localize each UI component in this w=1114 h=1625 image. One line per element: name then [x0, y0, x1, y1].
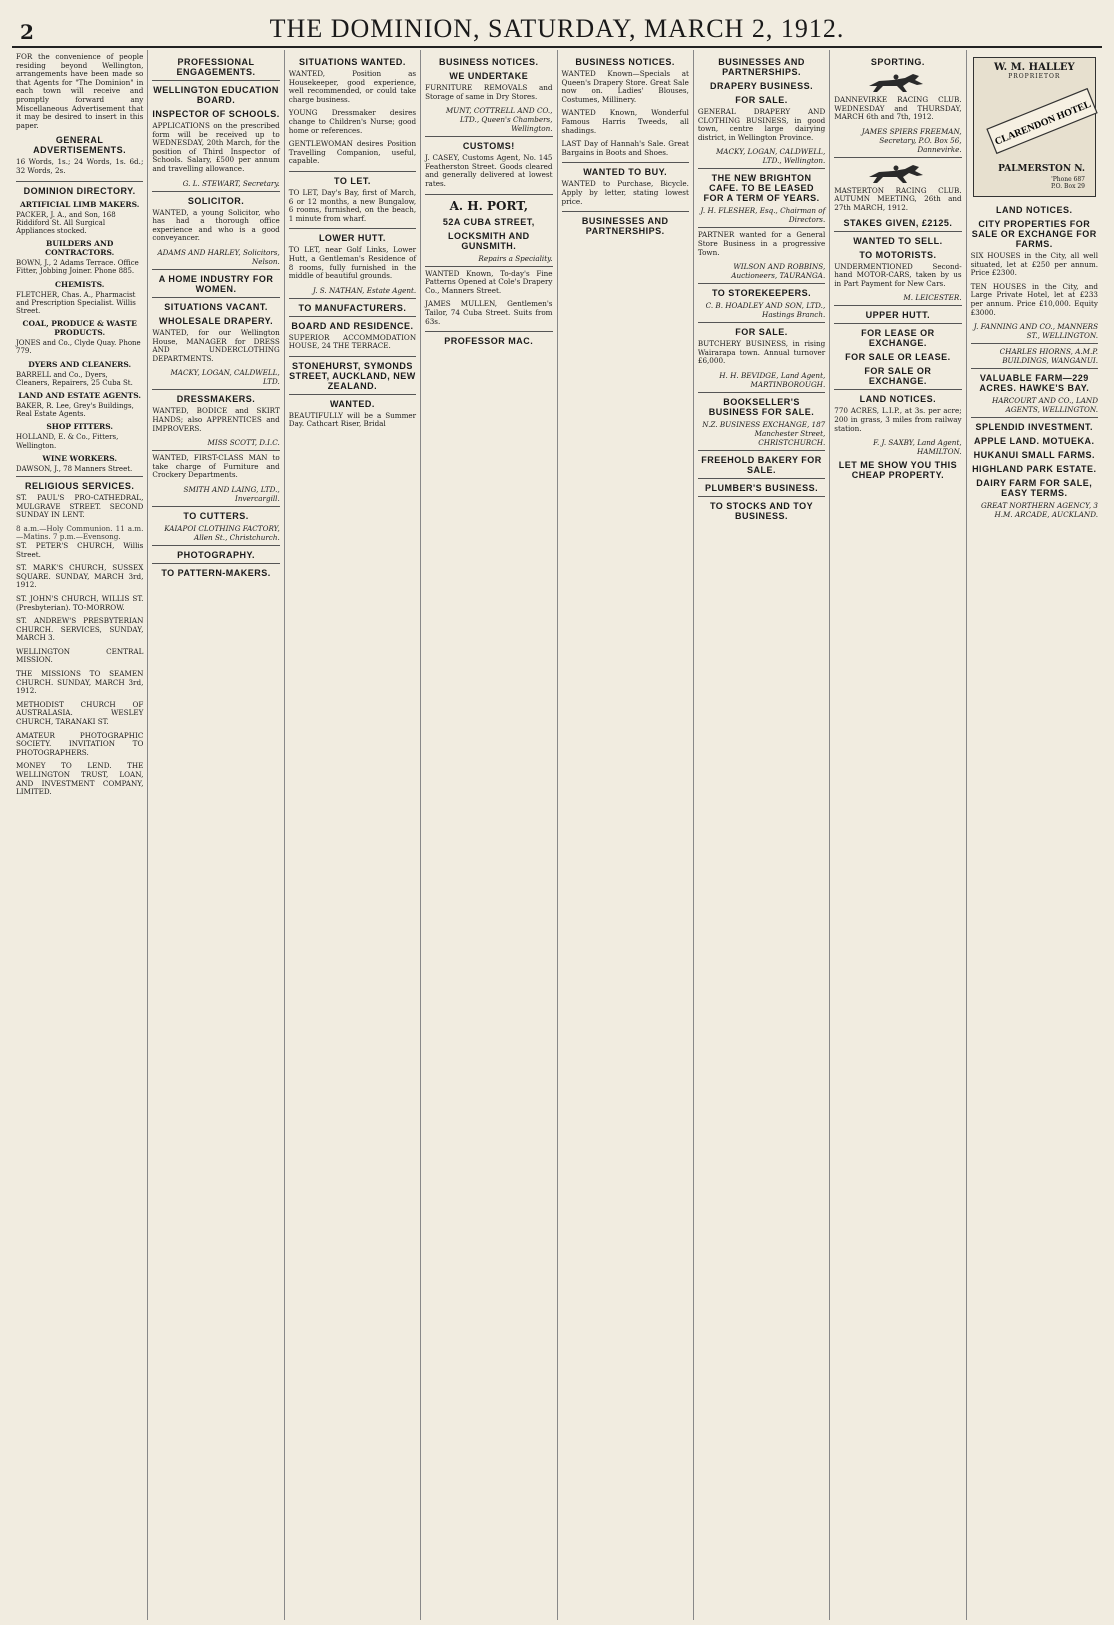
section-heading: BUSINESSES AND PARTNERSHIPS. — [718, 57, 805, 77]
section-heading: BUSINESS NOTICES. — [575, 57, 675, 67]
ad-heading: SOLICITOR. — [187, 195, 245, 206]
directory-category: CHEMISTS. — [55, 279, 105, 289]
ad-text: WANTED Known—Specials at Queen's Drapery Store. Great Sale now on. Ladies' Blouses, Costumes, Millinery. — [561, 69, 689, 104]
racehorse-icon — [863, 161, 933, 185]
ad-signature: HARCOURT AND CO., LAND AGENTS, WELLINGTON. — [991, 396, 1098, 415]
ad-signature: GREAT NORTHERN AGENCY, 3 H.M. ARCADE, AUCKLAND. — [981, 501, 1098, 520]
church-notice: ST. PETER'S CHURCH, Willis Street. — [16, 540, 144, 559]
directory-category: BUILDERS AND CONTRACTORS. — [45, 239, 115, 258]
ad-text: GENERAL DRAPERY AND CLOTHING BUSINESS, in good town, centre large dairying district, in Wellington Province. — [697, 107, 826, 142]
column-8 — [967, 50, 1102, 1620]
section-heading: LAND NOTICES. — [859, 394, 937, 405]
column-3 — [285, 50, 421, 1620]
hotel-banner — [982, 86, 1102, 156]
ad-heading: A HOME INDUSTRY FOR WOMEN. — [158, 273, 274, 294]
ad-text: GENTLEWOMAN desires Position Travelling Companion, useful, capable. — [288, 139, 417, 166]
column-1: FOR the convenience of people residing beyond Wellington, arrangements have been made so that Agents for "The Dominion" in each town will receive and promptly forward any Miscellaneous Advertisement that it may be desired to insert in this paper. GENERAL ADVERTISEMENTS. 16 Words, 1s.; 24 Words, 1s. 6d.; 32 Words, 2s. DOMINION DIRECTORY. ARTIFICIAL LIMB MAKERS. PACKER, J. A., and Son, 168 Riddiford St. All Surgical Appliances stocked. BUILDERS AND CONTRACTORS. BOWN, J., 2 Adams Terrace. Office Fitter, Jobbing Joiner. Phone 885. CHEMISTS. FLETCHER, Chas. A., Pharmacist and Prescription Specialist. Willis Street. COAL, PRODUCE & WASTE PRODUCTS. JONES and Co., Clyde Quay. Phone 779. DYERS AND CLEANERS. BARRELL and Co., Dyers, Cleaners, Repairers, 25 Cuba St. LAND AND ESTATE AGENTS. BAKER, R. Lee, Grey's Buildings, Real Estate Agents. SHOP FITTERS. HOLLAND, E. & Co., Fitters, Wellington. WINE WORKERS. DAWSON, J., 78 Manners Street. RELIGIOUS SERVICES. ST. PAUL'S PRO-CATHEDRAL, MULGRAVE STREET. SECOND SUNDAY IN LENT. 8 a.m.—Holy Communion. 11 a.m.—Matins. 7 p.m.—Evensong. ST. PETER'S CHURCH, Willis Street. ST. MARK'S CHURCH, SUSSEX SQUARE. SUNDAY, MARCH 3rd, 1912. ST. JOHN'S CHURCH, WILLIS ST. (Presbyterian). TO-MORROW. ST. ANDREW'S PRESBYTERIAN CHURCH. SERVICES, SUNDAY, MARCH 3. WELLINGTON CENTRAL MISSION. THE MISSIONS TO SEAMEN CHURCH. SUNDAY, MARCH 3rd, 1912. METHODIST CHURCH OF AUSTRALASIA. WESLEY CHURCH, TARANAKI ST. AMATEUR PHOTOGRAPHIC SOCIETY. INVITATION TO PHOTOGRAPHERS. MONEY TO LEND. THE WELLINGTON TRUST, LOAN, AND INVESTMENT COMPANY, LIMITED. — [12, 50, 148, 1620]
ad-signature: Repairs a Speciality. — [478, 253, 553, 263]
ad-subheading: STAKES GIVEN, £2125. — [843, 217, 953, 228]
church-notice: ST. MARK'S CHURCH, SUSSEX SQUARE. SUNDAY, MARCH 3rd, 1912. — [16, 563, 144, 590]
ad-text: APPLICATIONS on the prescribed form will be received up to WEDNESDAY, 20th March, for the position of Third Inspector of Schools. Salary, £500 per annum and travelling allowance. — [152, 121, 280, 173]
section-heading: SITUATIONS VACANT. — [164, 301, 268, 312]
ad-heading: HIGHLAND PARK ESTATE. — [972, 464, 1097, 475]
ad-text: BUTCHERY BUSINESS, in rising Wairarapa town. Annual turnover £6,000. — [697, 339, 826, 366]
section-heading: SITUATIONS WANTED. — [299, 57, 406, 67]
directory-entry: FLETCHER, Chas. A., Pharmacist and Prescription Specialist. Willis Street. — [16, 290, 136, 315]
ad-signature: J. H. FLESHER, Esq., Chairman of Directors. — [700, 206, 826, 225]
directory-entry: HOLLAND, E. & Co., Fitters, Wellington. — [16, 433, 119, 450]
columns — [12, 50, 1102, 1620]
directory-list — [16, 200, 143, 473]
ad-signature: G. L. STEWART, Secretary. — [182, 178, 280, 188]
ad-heading: FREEHOLD BAKERY FOR SALE. — [701, 454, 822, 475]
ad-signature: MACKY, LOGAN, CALDWELL, LTD., Wellington. — [715, 147, 826, 166]
agents-notice: FOR the convenience of people residing beyond Wellington, arrangements have been made so that Agents for "The Dominion" in each town will receive and promptly forward any Miscellaneous Advertisement that it may be desired to insert in this paper. — [16, 52, 144, 130]
section-heading: BUSINESS NOTICES. — [439, 57, 539, 67]
ad-heading: VALUABLE FARM—229 ACRES. HAWKE'S BAY. — [979, 373, 1090, 394]
ad-heading: WELLINGTON EDUCATION BOARD. — [153, 85, 279, 105]
column-4 — [421, 50, 557, 1620]
ad-heading: TO STOREKEEPERS. — [711, 288, 812, 299]
ad-heading: PLUMBER'S BUSINESS. — [704, 482, 819, 493]
ad-heading: CUSTOMS! — [462, 141, 515, 152]
ad-signature: MUNT, COTTRELL AND CO., LTD., Queen's Chambers, Wellington. — [445, 106, 553, 134]
ad-text: WANTED Known, To-day's Fine Patterns Opened at Cole's Drapery Co., Manners Street. — [425, 268, 553, 295]
ad-heading: FOR SALE OR EXCHANGE. — [864, 366, 932, 387]
section-heading: WANTED TO BUY. — [583, 167, 668, 178]
ad-heading: THE NEW BRIGHTON CAFE. TO BE LEASED FOR A TERM OF YEARS. — [703, 173, 820, 204]
ad-heading: TO PATTERN-MAKERS. — [161, 567, 271, 578]
ad-heading: TO MOTORISTS. — [859, 249, 937, 260]
section-heading: BOARD AND RESIDENCE. — [291, 320, 414, 331]
hotel-phone: 'Phone 687 — [1051, 176, 1085, 183]
directory-entry: PACKER, J. A., and Son, 168 Riddiford St. All Surgical Appliances stocked. — [16, 210, 116, 235]
ad-text: SIX HOUSES in the City, all well situated, let at £250 per annum. Price £2300. — [970, 251, 1098, 278]
ad-signature: JAMES SPIERS FREEMAN, Secretary, P.O. Box 56, Dannevirke. — [861, 126, 962, 154]
religious-heading: RELIGIOUS SERVICES. — [25, 480, 135, 491]
ad-heading: TO MANUFACTURERS. — [298, 302, 407, 313]
church-notice: ST. JOHN'S CHURCH, WILLIS ST. (Presbyterian). TO-MORROW. — [16, 593, 144, 612]
hotel-po-box: P.O. Box 29 — [1050, 183, 1085, 190]
ad-heading: STONEHURST, SYMONDS STREET, AUCKLAND, NEW ZEALAND. — [289, 360, 416, 391]
advertiser-name: A. H. PORT, — [449, 198, 528, 213]
ad-signature: F. J. SAXBY, Land Agent, HAMILTON. — [873, 438, 962, 457]
column-6 — [694, 50, 830, 1620]
ad-text: LAST Day of Hannah's Sale. Great Bargains in Boots and Shoes. — [561, 139, 689, 157]
section-heading: WANTED. — [329, 398, 375, 409]
ad-signature: M. LEICESTER. — [903, 293, 962, 303]
ad-heading: LOWER HUTT. — [318, 233, 386, 244]
ad-subheading: 52A CUBA STREET, — [442, 216, 535, 227]
ad-heading: PROFESSOR MAC. — [444, 336, 534, 347]
column-7 — [830, 50, 966, 1620]
ad-signature: J. S. NATHAN, Estate Agent. — [312, 285, 417, 295]
directory-entry: DAWSON, J., 78 Manners Street. — [16, 464, 133, 473]
ad-text: TO LET, near Golf Links, Lower Hutt, a Gentleman's Residence of 8 rooms, fully furnished in the middle of beautiful grounds. — [288, 245, 417, 281]
ad-heading: CITY PROPERTIES FOR SALE OR EXCHANGE FOR FARMS. — [971, 219, 1097, 249]
ad-heading: DRESSMAKERS. — [176, 394, 256, 405]
ad-text: DANNEVIRKE RACING CLUB. WEDNESDAY and THURSDAY, MARCH 6th and 7th, 1912. — [834, 95, 962, 122]
ad-text: WANTED Known, Wonderful Famous Harris Tweeds, all shadings. — [561, 108, 689, 135]
ad-heading: HUKANUI SMALL FARMS. — [973, 450, 1095, 461]
ad-heading: PHOTOGRAPHY. — [177, 549, 255, 560]
ad-signature: ADAMS AND HARLEY, Solicitors, Nelson. — [157, 247, 280, 266]
ad-signature: KAIAPOI CLOTHING FACTORY, Allen St., Christchurch. — [164, 523, 280, 542]
hotel-name: CLARENDON HOTEL — [992, 99, 1093, 148]
ad-text: BEAUTIFULLY will be a Summer Day. Cathcart Riser, Bridal — [288, 410, 417, 429]
ad-heading: FOR SALE. — [735, 327, 788, 338]
ad-heading: DAIRY FARM FOR SALE, EASY TERMS. — [976, 478, 1093, 499]
section-heading: FOR LEASE OR EXCHANGE. — [861, 328, 935, 349]
ad-text: FURNITURE REMOVALS and Storage of same in Dry Stores. — [425, 83, 553, 101]
ad-heading: DRAPERY BUSINESS. — [710, 81, 814, 91]
ad-heading: TO CUTTERS. — [183, 510, 249, 521]
ad-signature: MACKY, LOGAN, CALDWELL, LTD. — [170, 368, 280, 387]
directory-category: LAND AND ESTATE AGENTS. — [18, 390, 141, 400]
ad-text: JAMES MULLEN, Gentlemen's Tailor, 74 Cuba Street. Suits from 63s. — [425, 299, 553, 326]
ad-text: WANTED, BODICE and SKIRT HANDS; also APPRENTICES and IMPROVERS. — [152, 406, 280, 433]
column-2 — [148, 50, 284, 1620]
ad-signature: MISS SCOTT, D.I.C. — [207, 438, 280, 448]
ad-text: WANTED, FIRST-CLASS MAN to take charge of Furniture and Crockery Departments. — [152, 453, 280, 480]
ad-text: J. CASEY, Customs Agent, No. 145 Featherston Street. Goods cleared and generally delivered at lowest rates. — [425, 153, 553, 188]
clarendon-hotel-ad — [973, 57, 1096, 197]
ad-text: 770 ACRES, L.I.P., at 3s. per acre; 200 in grass, 3 miles from railway station. — [834, 406, 962, 433]
church-notice: ST. PAUL'S PRO-CATHEDRAL, MULGRAVE STREET. SECOND SUNDAY IN LENT. — [16, 492, 144, 520]
rates-heading: GENERAL ADVERTISEMENTS. — [33, 135, 127, 156]
ad-text: PARTNER wanted for a General Store Business in a progressive Town. — [697, 230, 826, 257]
ad-signature: CHARLES HIORNS, A.M.P. BUILDINGS, WANGANUI. — [999, 347, 1098, 366]
ad-text: TEN HOUSES in the City, and Large Private Hotel, let at £233 per annum. Price £10,000. Equity £3000. — [970, 281, 1098, 317]
directory-category: COAL, PRODUCE & WASTE PRODUCTS. — [22, 319, 137, 338]
proprietor-name: W. M. HALLEY — [993, 62, 1075, 73]
ad-subheading: LOCKSMITH AND GUNSMITH. — [447, 230, 530, 251]
ad-signature: WILSON AND ROBBINS, Auctioneers, TAURANGA. — [731, 262, 826, 281]
directory-category: SHOP FITTERS. — [46, 422, 114, 432]
ad-heading: UPPER HUTT. — [865, 310, 931, 321]
masthead — [12, 6, 1102, 48]
directory-heading: DOMINION DIRECTORY. — [23, 185, 136, 196]
ad-text: WANTED, a young Solicitor, who has had a thorough office experience and who is a good conveyancer. — [152, 207, 280, 243]
ad-signature: SMITH AND LAING, LTD., Invercargill. — [183, 484, 280, 503]
section-heading: TO LET. — [334, 175, 371, 186]
church-notice: MONEY TO LEND. THE WELLINGTON TRUST, LOAN, AND INVESTMENT COMPANY, LIMITED. — [16, 761, 144, 797]
ad-signature: N.Z. BUSINESS EXCHANGE, 187 Manchester Street, CHRISTCHURCH. — [702, 419, 826, 447]
proprietor-label: PROPRIETOR — [1008, 73, 1061, 80]
section-heading: PROFESSIONAL ENGAGEMENTS. — [176, 57, 256, 77]
ad-heading: APPLE LAND. MOTUEKA. — [974, 436, 1095, 447]
directory-category: WINE WORKERS. — [42, 453, 117, 463]
ad-heading: BOOKSELLER'S BUSINESS FOR SALE. — [708, 396, 815, 417]
ad-text: TO LET, Day's Bay, first of March, 6 or 12 months, a new Bungalow, 6 rooms, furnished, on the beach, 1 minute from wharf. — [288, 187, 417, 223]
ad-heading: WE UNDERTAKE — [449, 71, 529, 81]
ad-signature: H. H. BEVIDGE, Land Agent, MARTINBOROUGH. — [719, 370, 826, 389]
directory-category: ARTIFICIAL LIMB MAKERS. — [19, 199, 140, 209]
ad-heading: SPLENDID INVESTMENT. — [975, 422, 1094, 433]
section-heading: LAND NOTICES. — [996, 205, 1073, 215]
ad-text: WANTED, Position as Housekeeper, good experience, well recommended, or could take charge business. — [288, 69, 417, 104]
ad-heading: FOR SALE OR LEASE. — [845, 352, 951, 363]
rates-text: 16 Words, 1s.; 24 Words, 1s. 6d.; 32 Words, 2s. — [16, 157, 144, 175]
church-notice: ST. ANDREW'S PRESBYTERIAN CHURCH. SERVICES, SUNDAY, MARCH 3. — [16, 616, 144, 643]
ad-heading: TO STOCKS AND TOY BUSINESS. — [709, 500, 814, 521]
directory-entry: JONES and Co., Clyde Quay. Phone 779. — [16, 339, 141, 356]
ad-text: WANTED to Purchase, Bicycle. Apply by letter, stating lowest price. — [561, 179, 689, 206]
ad-signature: C. B. HOADLEY AND SON, LTD., Hastings Branch. — [705, 301, 826, 320]
page-title: THE DOMINION, SATURDAY, MARCH 2, 1912. — [269, 14, 845, 43]
church-notice: METHODIST CHURCH OF AUSTRALASIA. WESLEY CHURCH, TARANAKI ST. — [16, 699, 144, 727]
section-heading: WANTED TO SELL. — [853, 235, 943, 246]
church-notice: AMATEUR PHOTOGRAPHIC SOCIETY. INVITATION TO PHOTOGRAPHERS. — [16, 730, 144, 757]
church-notice: WELLINGTON CENTRAL MISSION. — [16, 646, 144, 665]
directory-entry: BARRELL and Co., Dyers, Cleaners, Repairers, 25 Cuba St. — [16, 370, 133, 387]
ad-text: UNDERMENTIONED Second-hand MOTOR-CARS, taken by us in Part Payment for New Cars. — [834, 261, 962, 288]
page-number: 2 — [20, 20, 34, 44]
ad-text: WANTED, for our Wellington House, MANAGER for DRESS AND UNDERCLOTHING DEPARTMENTS. — [152, 327, 280, 363]
church-notice: THE MISSIONS TO SEAMEN CHURCH. SUNDAY, MARCH 3rd, 1912. — [16, 669, 144, 696]
ad-subheading: FOR SALE. — [735, 95, 788, 105]
ad-text: YOUNG Dressmaker desires change to Children's Nurse; good home or references. — [288, 108, 417, 135]
hotel-contact — [1051, 176, 1085, 190]
racehorse-icon — [863, 70, 933, 94]
ad-text: MASTERTON RACING CLUB. AUTUMN MEETING, 26th and 27th MARCH, 1912. — [834, 185, 962, 212]
ad-subheading: INSPECTOR OF SCHOOLS. — [152, 109, 280, 119]
section-heading: BUSINESSES AND PARTNERSHIPS. — [581, 216, 669, 237]
directory-entry: BOWN, J., 2 Adams Terrace. Office Fitter, Jobbing Joiner. Phone 885. — [16, 259, 139, 276]
ad-heading: WHOLESALE DRAPERY. — [158, 315, 274, 326]
ad-signature: J. FANNING AND CO., MANNERS ST., WELLINGTON. — [973, 322, 1098, 341]
directory-entry: BAKER, R. Lee, Grey's Buildings, Real Estate Agents. — [16, 401, 134, 419]
ad-heading: LET ME SHOW YOU THIS CHEAP PROPERTY. — [838, 460, 958, 481]
column-5 — [558, 50, 694, 1620]
hotel-city: PALMERSTON N. — [998, 164, 1085, 174]
directory-category: DYERS AND CLEANERS. — [28, 359, 132, 369]
section-heading: SPORTING. — [870, 57, 925, 67]
ad-text: SUPERIOR ACCOMMODATION HOUSE, 24 THE TERRACE. — [288, 332, 417, 351]
